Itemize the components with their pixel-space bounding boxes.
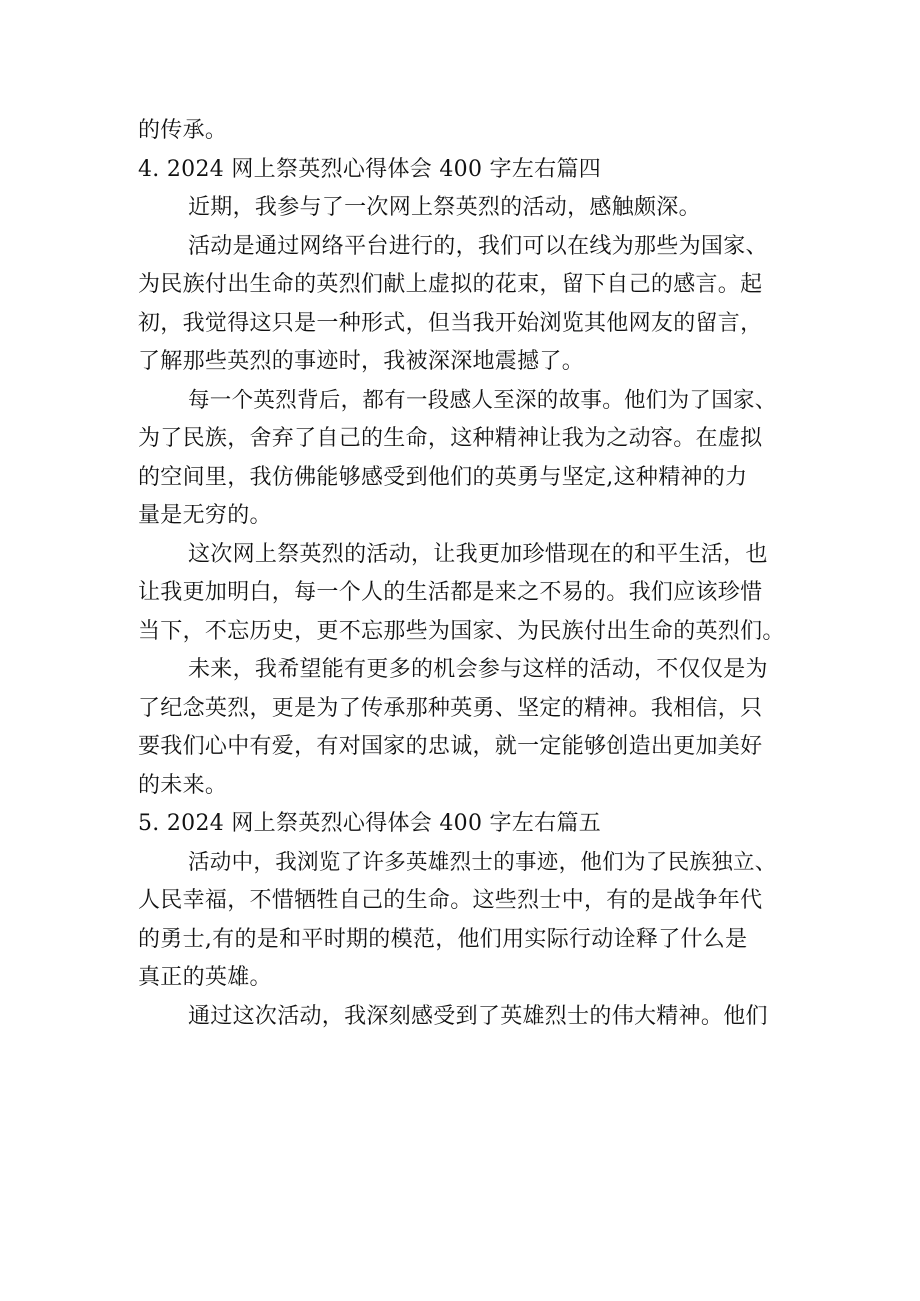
text-line: 的传承。 [138,118,228,143]
text-line: 的空间里，我仿佛能够感受到他们的英勇与坚定,这种精神的力 [138,464,748,490]
text-line: 每一个英烈背后，都有一段感人至深的故事。他们为了国家、 [188,387,777,413]
text-line: 了纪念英烈，更是为了传承那种英勇、坚定的精神。我相信，只 [138,695,763,721]
text-line: 为民族付出生命的英烈们献上虚拟的花束，留下自己的感言。起 [138,272,763,297]
text-line: 真正的英雄。 [138,965,272,990]
section-heading: 5. 2024 网上祭英烈心得体会 400 字左右篇五 [138,811,602,836]
text-line: 为了民族，舍弃了自己的生命，这种精神让我为之动容。在虚拟 [138,426,763,451]
document-page [138,112,788,1036]
text-line: 当下，不忘历史，更不忘那些为国家、为民族付出生命的英烈们。 [138,618,785,644]
text-line: 未来，我希望能有更多的机会参与这样的活动，不仅仅是为 [188,657,768,682]
text-line: 量是无穷的。 [138,503,272,528]
text-line: 人民幸福，不惜牺牲自己的生命。这些烈士中，有的是战争年代 [138,888,763,913]
text-line: 活动中，我浏览了许多英雄烈士的事迹，他们为了民族独立、 [188,849,777,875]
text-line: 让我更加明白，每一个人的生活都是来之不易的。我们应该珍惜 [138,580,763,605]
text-line: 的未来。 [138,772,228,798]
text-line: 通过这次活动，我深刻感受到了英雄烈士的伟大精神。他们 [188,1003,768,1029]
text-line: 活动是通过网络平台进行的，我们可以在线为那些为国家、 [188,233,768,259]
section-heading: 4. 2024 网上祭英烈心得体会 400 字左右篇四 [138,156,602,182]
text-line: 了解那些英烈的事迹时，我被深深地震撼了。 [138,349,585,374]
text-line: 要我们心中有爱，有对国家的忠诚，就一定能够创造出更加美好 [138,734,763,759]
text-line: 近期，我参与了一次网上祭英烈的活动，感触颇深。 [188,195,701,220]
text-line: 的勇士,有的是和平时期的模范，他们用实际行动诠释了什么是 [138,926,748,952]
text-line: 这次网上祭英烈的活动，让我更加珍惜现在的和平生活，也 [188,541,768,567]
text-line: 初，我觉得这只是一种形式，但当我开始浏览其他网友的留言， [138,310,763,336]
